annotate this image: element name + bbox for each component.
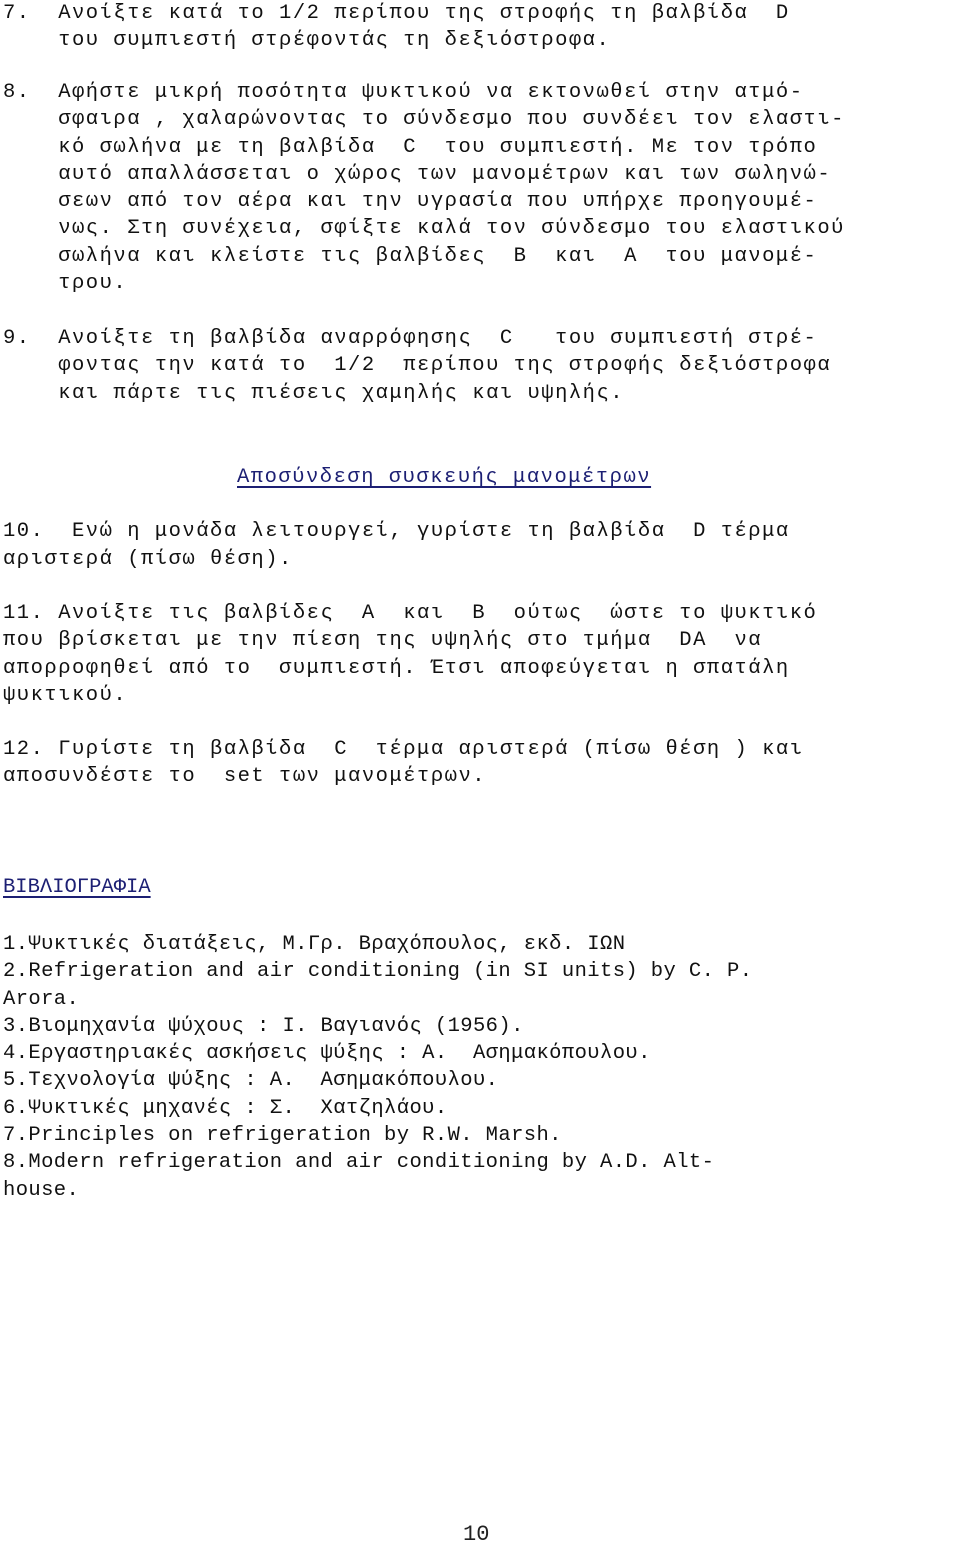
step-9-line-1: 9. Ανοίξτε τη βαλβίδα αναρρόφησης C του συμπιεστή στρέ- [3, 327, 818, 350]
step-7-line-1: 7. Ανοίξτε κατά το 1/2 περίπου της στροφής τη βαλβίδα D [3, 2, 790, 25]
step-8-line-8: τρου. [3, 272, 128, 295]
step-12-line-2: αποσυνδέστε το set των μανομέτρων. [3, 765, 487, 788]
step-8-line-1: 8. Αφήστε μικρή ποσότητα ψυκτικού να εκτονωθεί στην ατμό- [3, 81, 804, 104]
step-7-line-2: του συμπιεστή στρέφοντάς τη δεξιόστροφα. [3, 29, 611, 52]
bibliography-line: 7.Principles on refrigeration by R.W. Marsh. [3, 1124, 562, 1147]
bibliography-line: 3.Βιομηχανία ψύχους : Ι. Βαγιανός (1956). [3, 1015, 524, 1038]
step-8-line-2: σφαιρα , χαλαρώνοντας το σύνδεσμο που συνδέει τον ελαστι- [3, 108, 845, 131]
step-11-line-3: απορροφηθεί από το συμπιεστή. Έτσι αποφεύγεται η σπατάλη [3, 657, 790, 680]
step-8-line-3: κό σωλήνα με τη βαλβίδα C του συμπιεστή. Με τον τρόπο [3, 136, 818, 159]
bibliography-line: 1.Ψυκτικές διατάξεις, Μ.Γρ. Βραχόπουλος, εκδ. ΙΩΝ [3, 933, 626, 956]
step-12-line-1: 12. Γυρίστε τη βαλβίδα C τέρμα αριστερά (πίσω θέση ) και [3, 738, 804, 761]
step-11-line-2: που βρίσκεται με την πίεση της υψηλής στο τμήμα DA να [3, 629, 763, 652]
section-heading: Αποσύνδεση συσκευής μανομέτρων [237, 466, 652, 489]
bibliography-line: 6.Ψυκτικές μηχανές : Σ. Χατζηλάου. [3, 1097, 448, 1120]
step-9-line-2: φοντας την κατά το 1/2 περίπου της στροφής δεξιόστροφα [3, 354, 832, 377]
bibliography-line: Arora. [3, 988, 80, 1011]
step-10-line-2: αριστερά (πίσω θέση). [3, 548, 293, 571]
step-8-line-7: σωλήνα και κλείστε τις βαλβίδες B και A του μανομέ- [3, 245, 818, 268]
step-8-line-6: νως. Στη συνέχεια, σφίξτε καλά τον σύνδεσμο του ελαστικού [3, 217, 845, 240]
bibliography-line: 4.Εργαστηριακές ασκήσεις ψύξης : Α. Ασημακόπουλου. [3, 1042, 651, 1065]
bibliography-line: house. [3, 1179, 80, 1202]
bibliography-heading: ΒΙΒΛΙΟΓΡΑΦΙΑ [3, 876, 151, 899]
bibliography-line: 5.Τεχνολογία ψύξης : Α. Ασημακόπουλου. [3, 1069, 499, 1092]
step-8-line-5: σεων από τον αέρα και την υγρασία που υπήρχε προηγουμέ- [3, 190, 818, 213]
page-number: 10 [463, 1522, 490, 1547]
step-11-line-4: ψυκτικού. [3, 684, 128, 707]
step-11-line-1: 11. Ανοίξτε τις βαλβίδες A και B ούτως ώστε το ψυκτικό [3, 602, 818, 625]
bibliography-line: 2.Refrigeration and air conditioning (in SI units) by C. P. [3, 960, 753, 983]
bibliography-line: 8.Modern refrigeration and air conditioning by A.D. Alt- [3, 1151, 715, 1174]
step-8-line-4: αυτό απαλλάσσεται ο χώρος των μανομέτρων και των σωληνώ- [3, 163, 832, 186]
step-10-line-1: 10. Ενώ η μονάδα λειτουργεί, γυρίστε τη βαλβίδα D τέρμα [3, 520, 790, 543]
step-9-line-3: και πάρτε τις πιέσεις χαμηλής και υψηλής. [3, 382, 625, 405]
